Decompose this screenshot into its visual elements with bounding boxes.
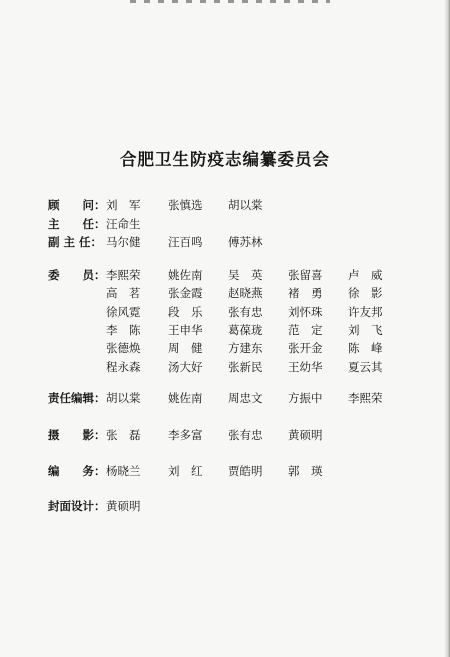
member-name: 黄硕明 bbox=[106, 499, 141, 513]
member-name: 王申华 bbox=[168, 322, 203, 337]
member-name: 徐风霓 bbox=[106, 304, 141, 319]
member-name: 傅苏林 bbox=[228, 235, 263, 249]
member-name: 张新民 bbox=[228, 359, 263, 374]
member-name: 胡以棠 bbox=[106, 391, 141, 405]
member-name: 李熙荣 bbox=[348, 391, 383, 405]
role-label: 委 员： bbox=[48, 268, 106, 282]
member-name: 赵晓燕 bbox=[228, 286, 263, 301]
member-name: 程永森 bbox=[106, 359, 141, 374]
member-name: 许友邦 bbox=[348, 304, 383, 319]
role-label: 责任编辑： bbox=[48, 391, 106, 405]
member-name: 李 陈 bbox=[106, 322, 141, 337]
member-name: 张有忠 bbox=[228, 428, 263, 442]
member-name: 张有忠 bbox=[228, 304, 263, 319]
member-name: 刘 红 bbox=[168, 464, 203, 478]
member-name: 汪百鸣 bbox=[168, 235, 203, 249]
member-name: 夏云其 bbox=[348, 359, 383, 374]
member-name: 张德焕 bbox=[106, 341, 141, 356]
member-name: 张开金 bbox=[288, 341, 323, 356]
member-name: 郭 瑛 bbox=[288, 464, 323, 478]
member-name: 范 定 bbox=[288, 322, 323, 337]
role-label: 副 主 任： bbox=[48, 235, 103, 249]
member-name: 周忠文 bbox=[228, 391, 263, 405]
member-name: 刘怀珠 bbox=[288, 304, 323, 319]
member-name: 徐 影 bbox=[348, 286, 383, 301]
member-name: 贾皓明 bbox=[228, 464, 263, 478]
member-name: 胡以棠 bbox=[228, 198, 263, 212]
role-label: 封面设计： bbox=[48, 499, 106, 513]
member-name: 王幼华 bbox=[288, 359, 323, 374]
role-label: 顾 问： bbox=[48, 198, 106, 212]
member-name: 张慎选 bbox=[168, 198, 203, 212]
member-name: 李熙荣 bbox=[106, 268, 141, 282]
role-label: 编 务： bbox=[48, 464, 106, 478]
role-label: 主 任： bbox=[48, 217, 106, 231]
member-name: 姚佐南 bbox=[168, 268, 203, 282]
member-name: 黄硕明 bbox=[288, 428, 323, 442]
member-name: 汤大好 bbox=[168, 359, 203, 374]
member-name: 陈 峰 bbox=[348, 341, 383, 356]
member-name: 葛葆珑 bbox=[228, 322, 263, 337]
member-name: 杨晓兰 bbox=[106, 464, 141, 478]
member-name: 张 磊 bbox=[106, 428, 141, 442]
member-name: 高 茗 bbox=[106, 286, 141, 301]
member-name: 段 乐 bbox=[168, 304, 203, 319]
scan-top-edge bbox=[130, 0, 330, 3]
member-name: 汪命生 bbox=[106, 217, 141, 231]
role-label: 摄 影： bbox=[48, 428, 106, 442]
member-name: 张留喜 bbox=[288, 268, 323, 282]
member-name: 方建东 bbox=[228, 341, 263, 356]
member-name: 姚佐南 bbox=[168, 391, 203, 405]
member-name: 卢 威 bbox=[348, 268, 383, 282]
member-name: 马尔健 bbox=[106, 235, 141, 249]
member-name: 张金霞 bbox=[168, 286, 203, 301]
member-name: 周 健 bbox=[168, 341, 203, 356]
page-title: 合肥卫生防疫志编纂委员会 bbox=[120, 150, 330, 169]
member-name: 李多富 bbox=[168, 428, 203, 442]
member-name: 方振中 bbox=[288, 391, 323, 405]
member-name: 吴 英 bbox=[228, 268, 263, 282]
member-name: 刘 军 bbox=[106, 198, 141, 212]
member-name: 刘 飞 bbox=[348, 322, 383, 337]
scan-right-edge bbox=[444, 0, 450, 657]
member-name: 褚 勇 bbox=[288, 286, 323, 301]
